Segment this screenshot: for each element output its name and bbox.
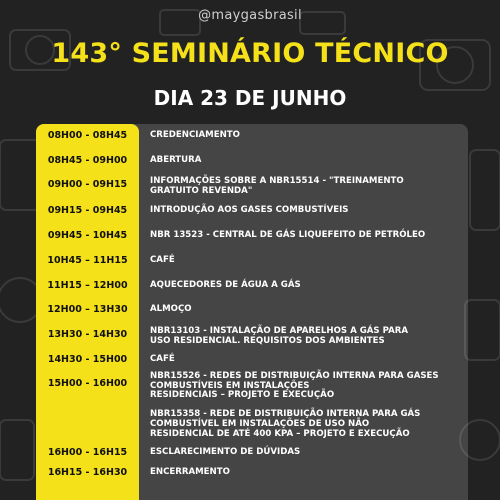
session-title: ABERTURA — [150, 155, 202, 165]
time-slot: 09H45 - 10H45 — [47, 230, 128, 241]
time-slot: 15H00 - 16H00 — [47, 378, 128, 389]
time-slot: 11H15 – 12H00 — [47, 280, 128, 291]
time-slot: 16H00 - 16H15 — [47, 447, 128, 458]
time-slot: 14H30 - 15H00 — [47, 354, 128, 365]
time-slot: 08H00 - 08H45 — [47, 130, 128, 141]
session-title: ALMOÇO — [150, 304, 192, 314]
session-title: CAFÉ — [150, 255, 175, 265]
time-slot: 08H45 - 09H00 — [47, 155, 128, 166]
session-title: NBR 13523 - CENTRAL DE GÁS LIQUEFEITO DE PETRÓLEO — [150, 230, 426, 240]
session-title: AQUECEDORES DE ÁGUA A GÁS — [150, 280, 301, 290]
session-title: INTRODUÇÃO AOS GASES COMBUSTÍVEIS — [150, 205, 349, 215]
session-title: CAFÉ — [150, 354, 175, 364]
session-title: INFORMAÇÕES SOBRE A NBR15514 - "TREINAMENTO GRATUITO REVENDA" — [150, 176, 404, 196]
session-title: NBR15526 - REDES DE DISTRIBUIÇÃO INTERNA PARA GASES COMBUSTÍVEIS EM INSTALAÇÕES RESIDENCIAIS – PROJETO E EXECUÇÃO NBR15358 - REDE DE DISTRIBUIÇÃO INTERNA PARA GÁS COMBUSTÍVEL EM INSTALAÇÕES DE USO NÃO RESIDENCIAL DE ATÉ 400 KPA – PROJETO E EXECUÇÃO — [150, 371, 439, 439]
session-title: CREDENCIAMENTO — [150, 130, 240, 140]
time-slot: 13H30 - 14H30 — [47, 329, 128, 340]
event-date: DIA 23 DE JUNHO — [153, 86, 347, 110]
time-slot: 10H45 – 11H15 — [47, 255, 128, 266]
session-title: NBR13103 - INSTALAÇÃO DE APARELHOS A GÁS PARA USO RESIDENCIAL. REQUISITOS DOS AMBIENTES — [150, 326, 409, 346]
time-slot: 16H15 - 16H30 — [47, 467, 128, 478]
time-slot: 09H00 - 09H15 — [47, 179, 128, 190]
session-title: ESCLARECIMENTO DE DÚVIDAS — [150, 447, 301, 457]
time-slot: 09H15 - 09H45 — [47, 205, 128, 216]
instagram-handle: @maygasbrasil — [198, 8, 302, 23]
session-title: ENCERRAMENTO — [150, 467, 230, 477]
page-title: 143° SEMINÁRIO TÉCNICO — [51, 38, 449, 69]
time-slot: 12H00 – 13H30 — [47, 304, 128, 315]
